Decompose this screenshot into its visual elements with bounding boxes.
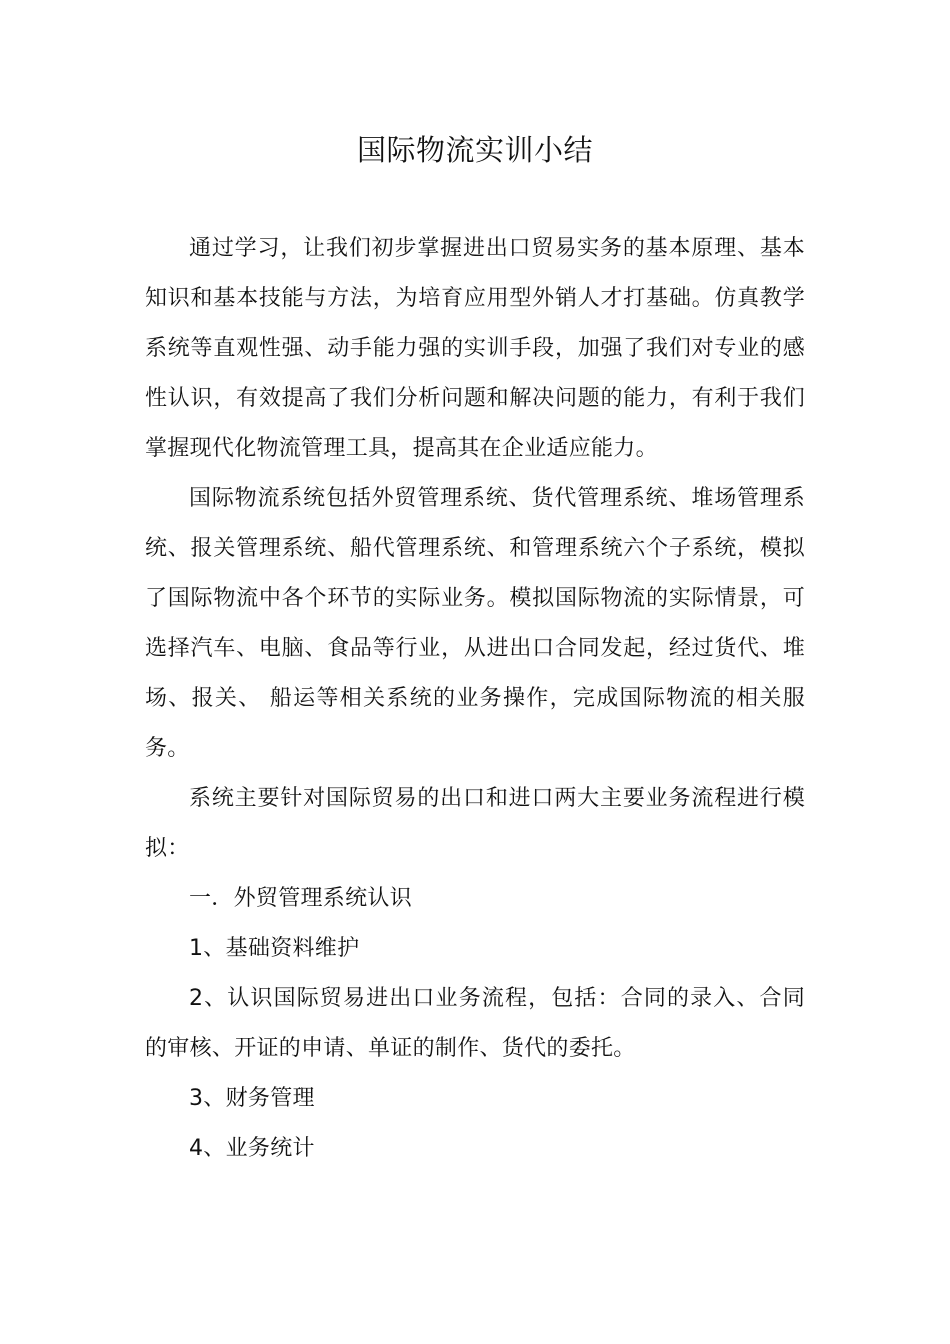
list-item-finance: 3、财务管理 bbox=[189, 1086, 315, 1111]
list-item-business-process: 2、认识国际贸易进出口业务流程，包括：合同的录入、合同的审核、开证的申请、单证的制作、货代的委托。 bbox=[145, 986, 805, 1061]
document-title: 国际物流实训小结 bbox=[356, 133, 593, 167]
paragraph-intro: 通过学习，让我们初步掌握进出口贸易实务的基本原理、基本知识和基本技能与方法，为培育应用型外销人才打基础。仿真教学系统等直观性强、动手能力强的实训手段，加强了我们对专业的感性认识，有效提高了我们分析问题和解决问题的能力，有利于我们掌握现代化物流管理工具，提高其在企业适应能力。 bbox=[145, 236, 805, 461]
list-item-basic-data: 1、基础资料维护 bbox=[189, 936, 360, 961]
document-body bbox=[145, 224, 805, 1174]
list-item-statistics: 4、业务统计 bbox=[189, 1136, 315, 1161]
paragraph-system-overview: 国际物流系统包括外贸管理系统、货代管理系统、堆场管理系统、报关管理系统、船代管理系统、和管理系统六个子系统，模拟了国际物流中各个环节的实际业务。模拟国际物流的实际情景，可选择汽车、电脑、食品等行业，从进出口合同发起，经过货代、堆场、报关、 船运等相关系统的业务操作，完成国际物流的相关服务。 bbox=[145, 486, 805, 761]
paragraph-system-scope: 系统主要针对国际贸易的出口和进口两大主要业务流程进行模拟： bbox=[145, 786, 805, 861]
section-heading-foreign-trade: 一．外贸管理系统认识 bbox=[189, 886, 413, 911]
